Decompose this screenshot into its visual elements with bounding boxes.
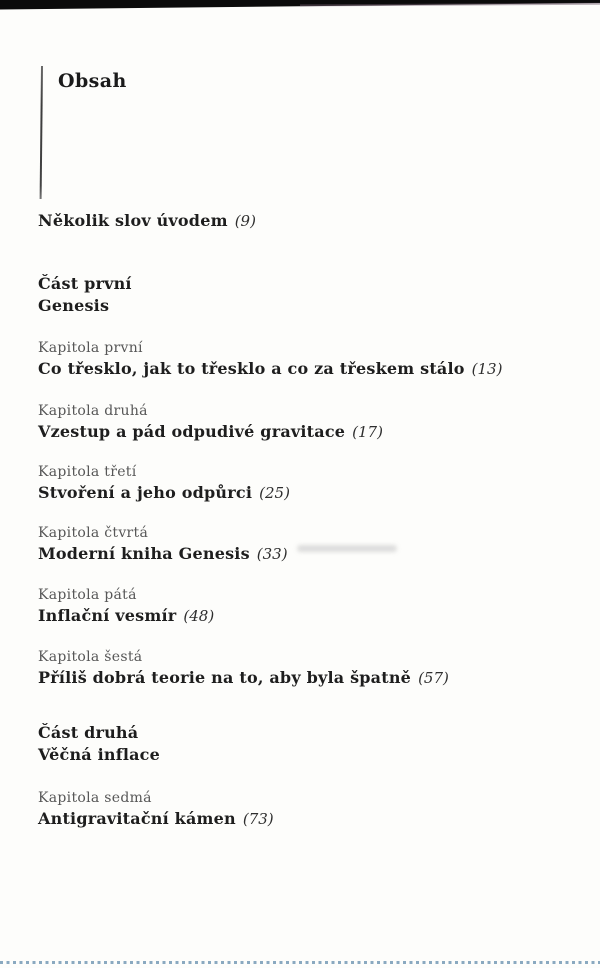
toc-chapter-3: [38, 464, 290, 503]
chapter-7-label: Kapitola sedmá: [38, 790, 152, 806]
intro-page-number: (9): [234, 212, 256, 230]
part-heading-1: [38, 273, 132, 317]
toc-chapter-2: [38, 403, 383, 442]
page-top-scan-edge: [0, 0, 600, 12]
chapter-1-page-number: (13): [471, 360, 503, 378]
scan-smudge: [297, 545, 397, 552]
chapter-6-label: Kapitola šestá: [38, 649, 143, 665]
chapter-4-page-number: (33): [256, 545, 288, 563]
chapter-2-page-number: (17): [352, 423, 383, 441]
chapter-6-title: Příliš dobrá teorie na to, aby byla špatně: [38, 668, 412, 687]
part-2-name: Věčná inflace: [38, 745, 160, 764]
part-2-label: Část druhá: [38, 723, 139, 742]
chapter-7-page-number: (73): [242, 810, 274, 828]
part-1-label: Část první: [38, 274, 132, 293]
intro-title: Několik slov úvodem: [38, 211, 228, 230]
chapter-3-page-number: (25): [259, 484, 290, 502]
chapter-7-title: Antigravitační kámen: [38, 809, 236, 828]
part-heading-2: [38, 722, 160, 766]
part-1-name: Genesis: [38, 296, 110, 315]
chapter-1-label: Kapitola první: [38, 340, 143, 356]
toc-chapter-5: [38, 587, 214, 626]
chapter-3-title: Stvoření a jeho odpůrci: [38, 483, 253, 502]
toc-chapter-6: [38, 649, 449, 688]
chapter-4-label: Kapitola čtvrtá: [38, 525, 149, 541]
bottom-dotted-rule: [0, 961, 600, 964]
toc-chapter-1: [38, 340, 502, 379]
chapter-5-label: Kapitola pátá: [38, 587, 137, 603]
chapter-2-title: Vzestup a pád odpudivé gravitace: [38, 422, 346, 441]
chapter-1-title: Co třesklo, jak to třesklo a co za třeskem stálo: [38, 359, 465, 378]
chapter-5-page-number: (48): [183, 607, 215, 625]
chapter-6-page-number: (57): [418, 669, 449, 687]
toc-chapter-7: [38, 790, 274, 829]
chapter-3-label: Kapitola třetí: [38, 464, 137, 480]
page-title: Obsah: [58, 70, 127, 92]
toc-chapter-4: [38, 525, 288, 564]
title-vertical-rule: [40, 66, 43, 199]
toc-entry-intro: [38, 211, 256, 230]
chapter-4-title: Moderní kniha Genesis: [38, 544, 250, 563]
chapter-2-label: Kapitola druhá: [38, 403, 148, 419]
chapter-5-title: Inflační vesmír: [38, 606, 177, 625]
